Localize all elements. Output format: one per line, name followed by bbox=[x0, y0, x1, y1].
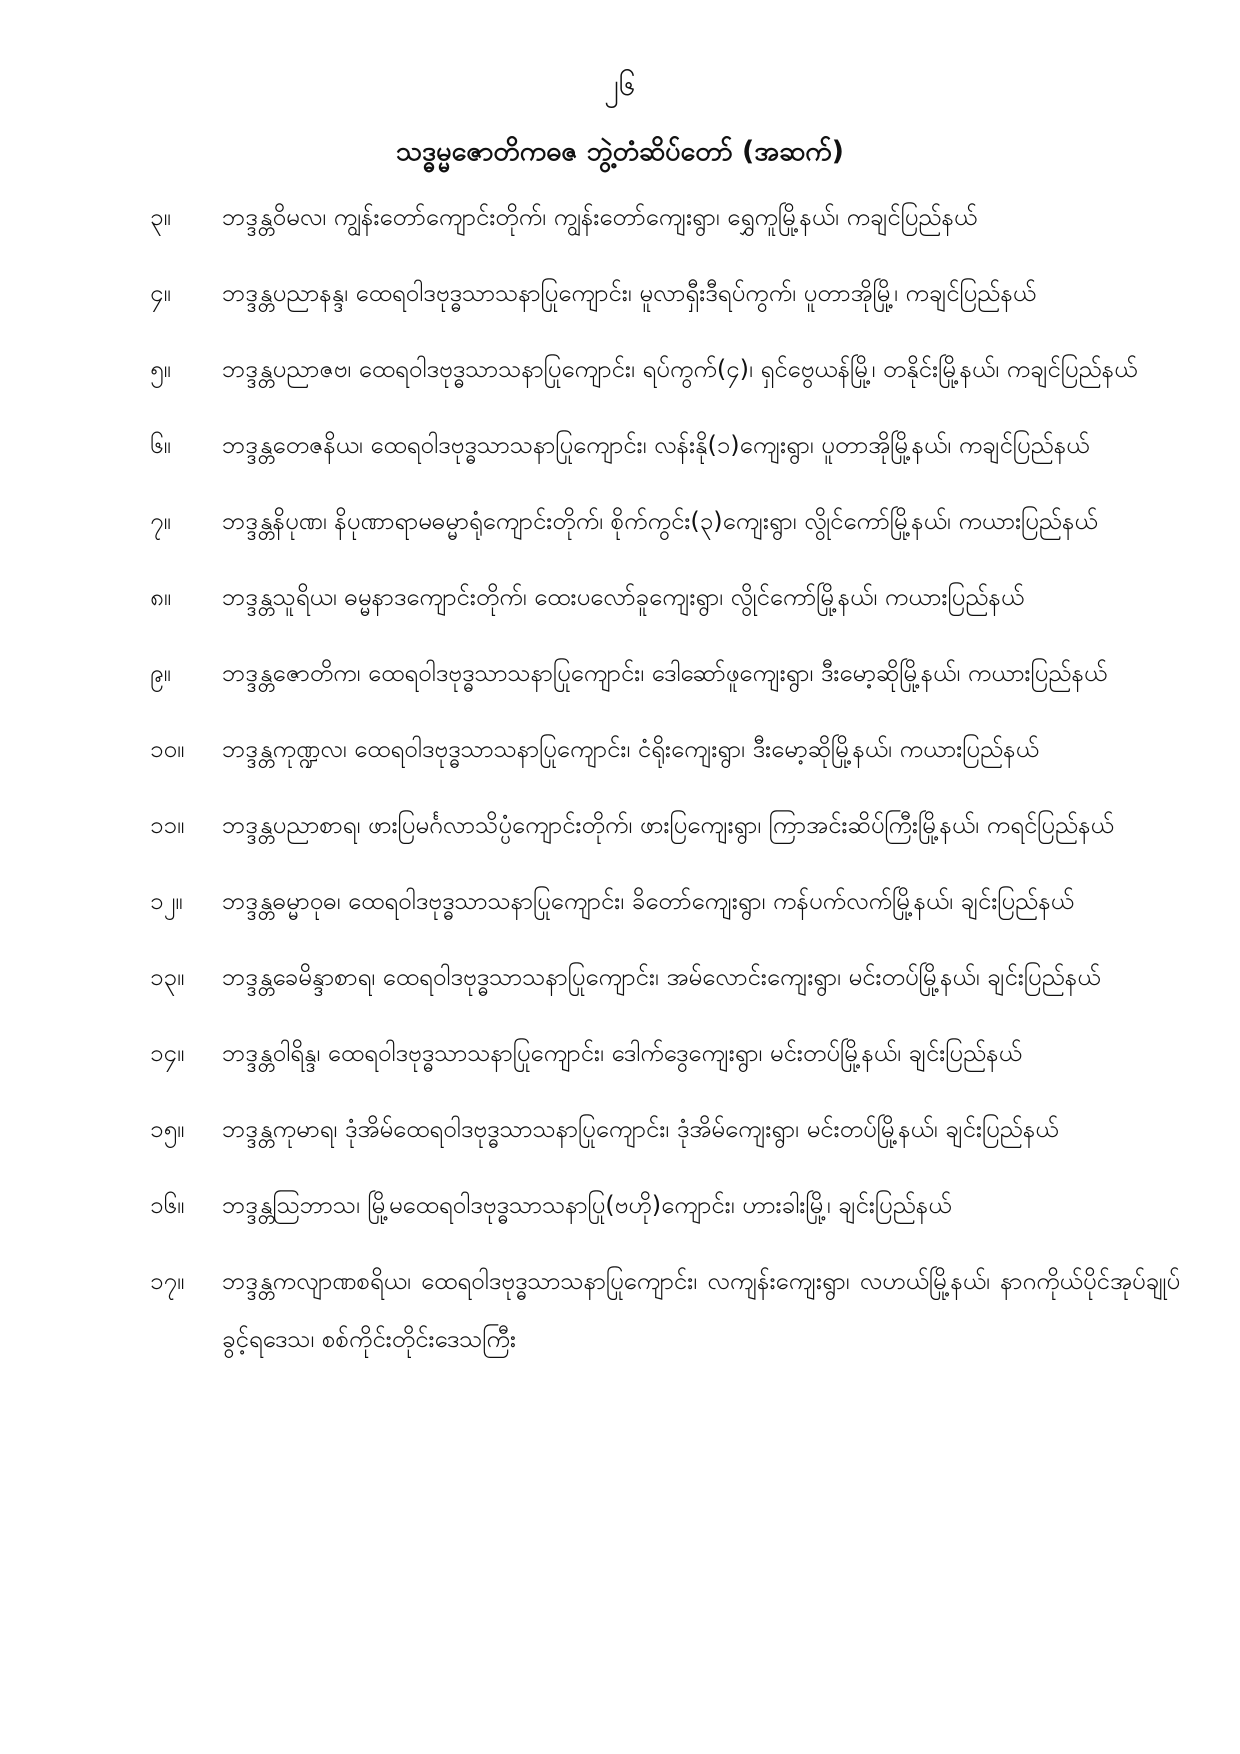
entry-text: ဘဒ္ဒန္တသူရိယ၊ ဓမ္မနာဒကျောင်းတိုက်၊ ထေးပလော်ခူကျေးရွာ၊ လွိုင်ကော်မြို့နယ်၊ ကယားပြည်နယ် bbox=[222, 583, 1025, 611]
entry-number: ၁၅။ bbox=[150, 1115, 185, 1143]
entry-number: ၄။ bbox=[150, 279, 171, 307]
entry-number: ၁၃။ bbox=[150, 963, 185, 991]
entry-text: ဘဒ္ဒန္တကလျာဏစရိယ၊ ထေရဝါဒဗုဒ္ဓသာသနာပြုကျောင်း၊ လကျန်းကျေးရွာ၊ လဟယ်မြို့နယ်၊ နာဂကိုယ်ပိုင်အုပ်ချုပ်ခွင့်ရဒေသ၊ စစ်ကိုင်းတိုင်းဒေသကြီး bbox=[222, 1267, 1180, 1353]
list-item bbox=[150, 872, 1180, 930]
entry-number: ၉။ bbox=[150, 659, 171, 687]
entry-number: ၅။ bbox=[150, 355, 171, 383]
entry-text: ဘဒ္ဒန္တပညာဇဗ၊ ထေရဝါဒဗုဒ္ဓသာသနာပြုကျောင်း၊ ရပ်ကွက်(၄)၊ ရှင်ဗွေယန်မြို့၊ တနိုင်းမြို့နယ်၊ ကချင်ပြည်နယ် bbox=[222, 355, 1138, 383]
entry-text: ဘဒ္ဒန္တသြဘာသ၊ မြို့မထေရဝါဒဗုဒ္ဓသာသနာပြု(ဗဟို)ကျောင်း၊ ဟားခါးမြို့၊ ချင်းပြည်နယ် bbox=[222, 1191, 952, 1219]
entry-text: ဘဒ္ဒန္တဝိမလ၊ ကျွန်းတော်ကျောင်းတိုက်၊ ကျွန်းတော်ကျေးရွာ၊ ရွှေကူမြို့နယ်၊ ကချင်ပြည်နယ် bbox=[222, 203, 978, 231]
entry-number: ၁၀။ bbox=[150, 735, 185, 763]
entry-text: ဘဒ္ဒန္တခေမိန္ဒာစာရ၊ ထေရဝါဒဗုဒ္ဓသာသနာပြုကျောင်း၊ အမ်လောင်းကျေးရွာ၊ မင်းတပ်မြို့နယ်၊ ချင်းပြည်နယ် bbox=[222, 963, 1101, 991]
entry-text: ဘဒ္ဒန္တကုဏ္ဍလ၊ ထေရဝါဒဗုဒ္ဓသာသနာပြုကျောင်း၊ ငံရိုးကျေးရွာ၊ ဒီးမော့ဆိုမြို့နယ်၊ ကယားပြည်နယ် bbox=[222, 735, 1039, 763]
list-item bbox=[150, 1176, 1180, 1234]
entry-number: ၁၆။ bbox=[150, 1191, 185, 1219]
page-number: ၂၆ bbox=[604, 68, 636, 103]
entry-number: ၃။ bbox=[150, 203, 171, 231]
list-item bbox=[150, 188, 1180, 246]
list-item bbox=[150, 720, 1180, 778]
list-item bbox=[150, 264, 1180, 322]
entry-text: ဘဒ္ဒန္တပညာစာရ၊ ဖားပြမင်္ဂလာသိပ္ပံကျောင်းတိုက်၊ ဖားပြကျေးရွာ၊ ကြာအင်းဆိပ်ကြီးမြို့နယ်၊ ကရင်ပြည်နယ် bbox=[222, 811, 1114, 839]
list-item bbox=[150, 1252, 1180, 1368]
list-item bbox=[150, 1100, 1180, 1158]
entry-text: ဘဒ္ဒန္တပညာနန္ဒ၊ ထေရဝါဒဗုဒ္ဓသာသနာပြုကျောင်း၊ မူလာရှီးဒီရပ်ကွက်၊ ပူတာအိုမြို့၊ ကချင်ပြည်နယ် bbox=[222, 279, 1037, 307]
entry-number: ၁၁။ bbox=[150, 811, 185, 839]
list-item bbox=[150, 340, 1180, 398]
entry-text: ဘဒ္ဒန္တဇောတိက၊ ထေရဝါဒဗုဒ္ဓသာသနာပြုကျောင်း၊ ဒေါဆော်ဖူကျေးရွာ၊ ဒီးမော့ဆိုမြို့နယ်၊ ကယားပြည်နယ် bbox=[222, 659, 1108, 687]
entry-number: ၇။ bbox=[150, 507, 171, 535]
entry-text: ဘဒ္ဒန္တဓမ္မာဝုဓ၊ ထေရဝါဒဗုဒ္ဓသာသနာပြုကျောင်း၊ ခိတော်ကျေးရွာ၊ ကန်ပက်လက်မြို့နယ်၊ ချင်းပြည်နယ် bbox=[222, 887, 1074, 915]
entry-text: ဘဒ္ဒန္တကုမာရ၊ ဒုံအိမ်ထေရဝါဒဗုဒ္ဓသာသနာပြုကျောင်း၊ ဒုံအိမ်ကျေးရွာ၊ မင်းတပ်မြို့နယ်၊ ချင်းပြည်နယ် bbox=[222, 1115, 1059, 1143]
list-item bbox=[150, 948, 1180, 1006]
list-item bbox=[150, 568, 1180, 626]
entry-text: ဘဒ္ဒန္တဝါရိန္ဒ၊ ထေရဝါဒဗုဒ္ဓသာသနာပြုကျောင်း၊ ဒေါက်ဒွေကျေးရွာ၊ မင်းတပ်မြို့နယ်၊ ချင်းပြည်နယ် bbox=[222, 1039, 1022, 1067]
list-item bbox=[150, 796, 1180, 854]
page-title: သဒ္ဓမ္မဇောတိကဓဇ ဘွဲ့တံဆိပ်တော် (အဆက်) bbox=[395, 136, 844, 167]
entry-number: ၆။ bbox=[150, 431, 171, 459]
entry-text: ဘဒ္ဒန္တတေဇနိယ၊ ထေရဝါဒဗုဒ္ဓသာသနာပြုကျောင်း၊ လန်းနို(၁)ကျေးရွာ၊ ပူတာအိုမြို့နယ်၊ ကချင်ပြည်နယ် bbox=[222, 431, 1090, 459]
list-item bbox=[150, 416, 1180, 474]
entry-number: ၁၇။ bbox=[150, 1267, 185, 1295]
entry-number: ၈။ bbox=[150, 583, 171, 611]
entry-number: ၁၂။ bbox=[150, 887, 183, 915]
entry-list bbox=[150, 188, 1180, 1386]
entry-number: ၁၄။ bbox=[150, 1039, 185, 1067]
entry-text: ဘဒ္ဒန္တနိပုဏ၊ နိပုဏာရာမဓမ္မာရုံကျောင်းတိုက်၊ စိုက်ကွင်း(၃)ကျေးရွာ၊ လွိုင်ကော်မြို့နယ်၊ ကယားပြည်နယ် bbox=[222, 507, 1098, 535]
list-item bbox=[150, 492, 1180, 550]
list-item bbox=[150, 1024, 1180, 1082]
list-item bbox=[150, 644, 1180, 702]
